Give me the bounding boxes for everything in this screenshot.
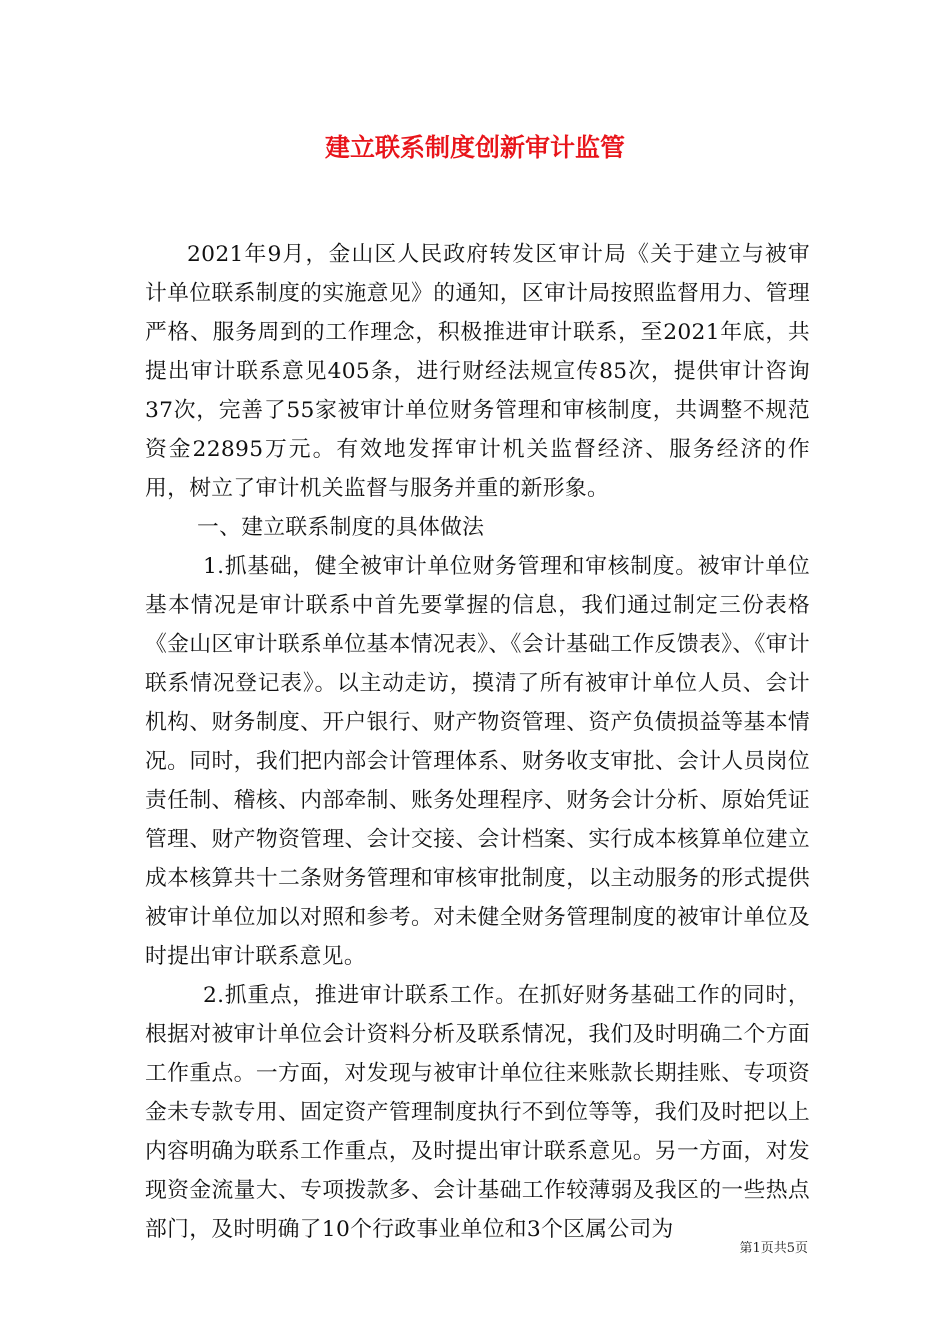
item-paragraph-1: 1.抓基础，健全被审计单位财务管理和审核制度。被审计单位基本情况是审计联系中首先要掌握的信息，我们通过制定三份表格《金山区审计联系单位基本情况表》、《会计基础工作反馈表》、《审计联系情况登记表》。以主动走访，摸清了所有被审计单位人员、会计机构、财务制度、开户银行、财产物资管理、资产负债损益等基本情况。同时，我们把内部会计管理体系、财务收支审批、会计人员岗位责任制、稽核、内部牵制、账务处理程序、财务会计分析、原始凭证管理、财产物资管理、会计交接、会计档案、实行成本核算单位建立成本核算共十二条财务管理和审核审批制度，以主动服务的形式提供被审计单位加以对照和参考。对未健全财务管理制度的被审计单位及时提出审计联系意见。	[145, 554, 810, 969]
item-paragraph-2: 2.抓重点，推进审计联系工作。在抓好财务基础工作的同时，根据对被审计单位会计资料分析及联系情况，我们及时明确二个方面工作重点。一方面，对发现与被审计单位往来账款长期挂账、专项资金未专款专用、固定资产管理制度执行不到位等等，我们及时把以上内容明确为联系工作重点，及时提出审计联系意见。另一方面，对发现资金流量大、专项拨款多、会计基础工作较薄弱及我区的一些热点部门，及时明确了10个行政事业单位和3个区属公司为	[145, 983, 810, 1242]
intro-paragraph: 2021年9月，金山区人民政府转发区审计局《关于建立与被审计单位联系制度的实施意见》的通知，区审计局按照监督用力、管理严格、服务周到的工作理念，积极推进审计联系，至2021年底，共提出审计联系意见405条，进行财经法规宣传85次，提供审计咨询37次，完善了55家被审计单位财务管理和审核制度，共调整不规范资金22895万元。有效地发挥审计机关监督经济、服务经济的作用，树立了审计机关监督与服务并重的新形象。	[145, 242, 810, 501]
document-body	[145, 235, 810, 1249]
section-heading: 一、建立联系制度的具体做法	[197, 515, 485, 540]
page-number: 第1页共5页	[739, 1241, 808, 1256]
document-title: 建立联系制度创新审计监管	[324, 133, 625, 162]
